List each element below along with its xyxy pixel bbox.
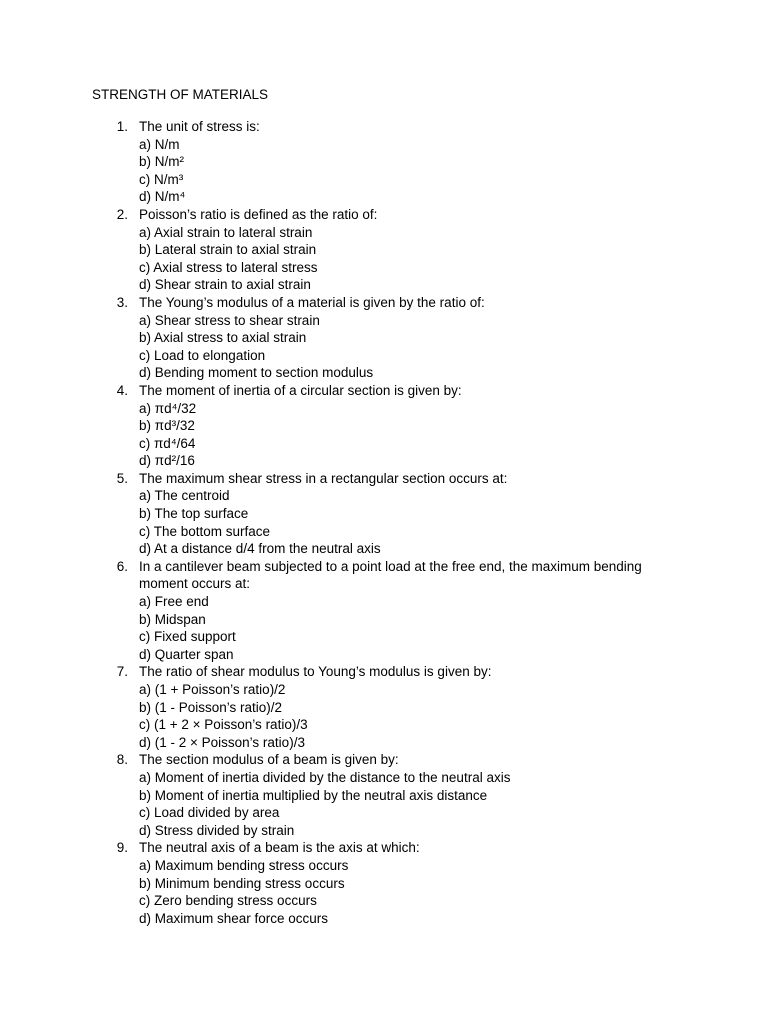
option-d: d) πd²/16: [139, 453, 195, 469]
option-list: [139, 593, 768, 663]
question-4: [0, 382, 768, 470]
option-list: [139, 769, 768, 839]
question-3: [0, 294, 768, 382]
question-number: 9.: [116, 840, 128, 856]
option-list: [139, 224, 768, 294]
option-b: b) N/m²: [139, 154, 184, 170]
option-a: a) Shear stress to shear strain: [139, 312, 320, 328]
option-a: a) (1 + Poisson’s ratio)/2: [139, 682, 286, 697]
option-d: d) Shear strain to axial strain: [139, 277, 311, 293]
option-list: [139, 487, 768, 557]
option-a: a) The centroid: [139, 488, 230, 504]
option-list: [139, 136, 768, 206]
option-c: c) Zero bending stress occurs: [139, 893, 317, 909]
question-list: [0, 118, 768, 927]
option-b: b) Moment of inertia multiplied by the neutral axis distance: [139, 787, 488, 803]
option-a: a) Moment of inertia divided by the distance to the neutral axis: [139, 769, 511, 785]
question-text: The section modulus of a beam is given by:: [139, 752, 399, 768]
question-number: 7.: [116, 664, 128, 680]
question-number: 2.: [116, 206, 128, 222]
question-number: 1.: [116, 119, 128, 134]
question-5: [0, 470, 768, 558]
question-number: 5.: [116, 470, 128, 486]
option-c: c) N/m³: [139, 171, 184, 187]
option-b: b) Minimum bending stress occurs: [139, 875, 345, 891]
option-list: [139, 857, 768, 927]
question-text: The Young’s modulus of a material is given by the ratio of:: [139, 294, 485, 310]
option-a: a) Axial strain to lateral strain: [139, 224, 313, 240]
option-d: d) N/m⁴: [139, 189, 186, 205]
question-text: In a cantilever beam subjected to a point load at the free end, the maximum bending moment occurs at:: [139, 558, 642, 592]
question-text: Poisson’s ratio is defined as the ratio of:: [139, 206, 378, 222]
question-2: [0, 206, 768, 294]
question-9: [0, 839, 768, 927]
option-a: a) Free end: [139, 594, 209, 610]
option-c: c) Fixed support: [139, 629, 236, 645]
question-6: [0, 558, 768, 664]
question-1: [0, 118, 768, 206]
option-a: a) N/m: [139, 136, 180, 152]
option-b: b) (1 - Poisson’s ratio)/2: [139, 699, 283, 715]
question-7: [0, 663, 768, 751]
option-b: b) Lateral strain to axial strain: [139, 242, 317, 258]
option-d: d) Quarter span: [139, 646, 234, 662]
option-c: c) πd⁴/64: [139, 435, 196, 451]
question-number: 8.: [116, 752, 128, 768]
question-number: 4.: [116, 382, 128, 398]
document-title: STRENGTH OF MATERIALS: [92, 87, 269, 102]
question-text: The neutral axis of a beam is the axis at which:: [139, 840, 420, 856]
question-number: 6.: [116, 558, 128, 574]
option-list: [139, 681, 768, 751]
option-d: d) Bending moment to section modulus: [139, 365, 374, 381]
option-a: a) Maximum bending stress occurs: [139, 857, 349, 873]
option-d: d) Stress divided by strain: [139, 822, 295, 838]
question-text: The unit of stress is:: [139, 119, 260, 134]
option-b: b) Axial stress to axial strain: [139, 330, 307, 346]
option-d: d) Maximum shear force occurs: [139, 910, 329, 926]
option-c: c) (1 + 2 × Poisson’s ratio)/3: [139, 717, 308, 733]
option-list: [139, 400, 768, 470]
option-d: d) At a distance d/4 from the neutral axis: [139, 541, 381, 557]
option-c: c) Axial stress to lateral stress: [139, 259, 318, 275]
option-c: c) The bottom surface: [139, 523, 271, 539]
question-text: The moment of inertia of a circular section is given by:: [139, 382, 462, 398]
question-8: [0, 751, 768, 839]
option-d: d) (1 - 2 × Poisson’s ratio)/3: [139, 734, 305, 750]
question-text: The ratio of shear modulus to Young’s modulus is given by:: [139, 664, 492, 680]
option-b: b) The top surface: [139, 506, 249, 522]
option-a: a) πd⁴/32: [139, 400, 197, 416]
option-c: c) Load to elongation: [139, 347, 266, 363]
question-number: 3.: [116, 294, 128, 310]
option-list: [139, 312, 768, 382]
option-c: c) Load divided by area: [139, 805, 280, 821]
question-text: The maximum shear stress in a rectangular section occurs at:: [139, 470, 508, 486]
option-b: b) πd³/32: [139, 418, 195, 434]
option-b: b) Midspan: [139, 611, 206, 627]
